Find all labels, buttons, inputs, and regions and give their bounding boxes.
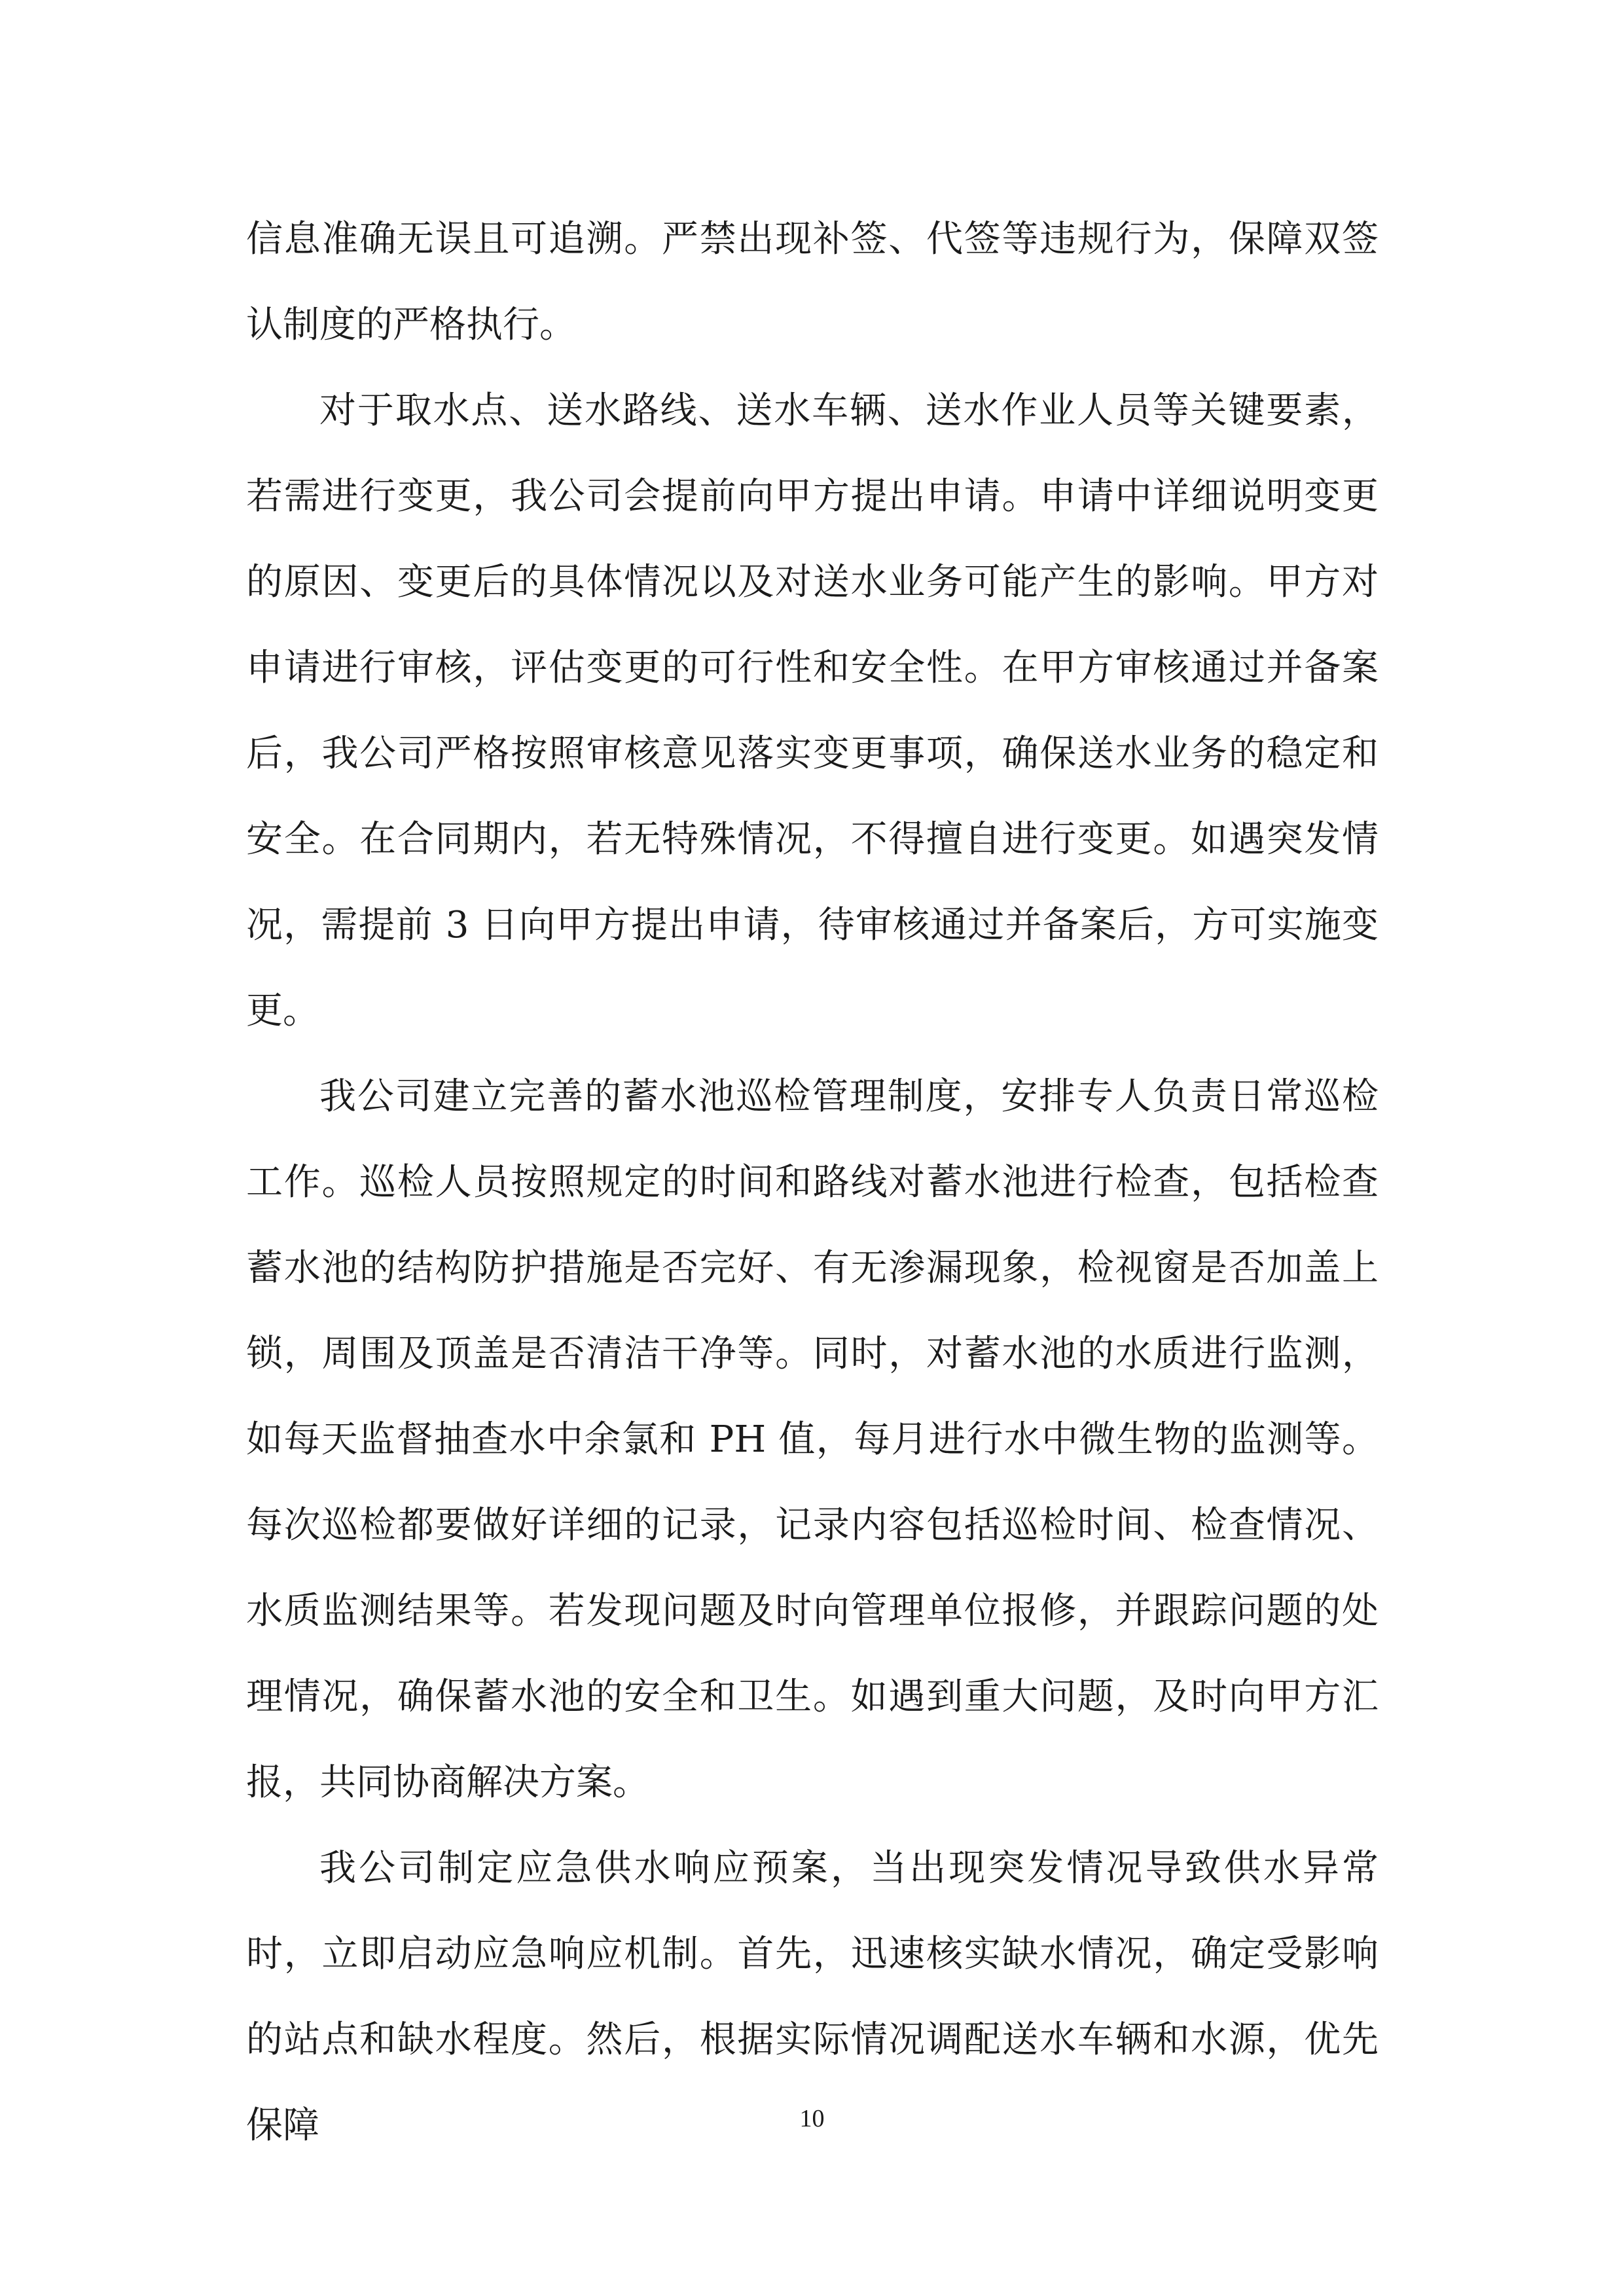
document-body [246,196,1379,2168]
paragraph-reservoir-inspection: 我公司建立完善的蓄水池巡检管理制度，安排专人负责日常巡检工作。巡检人员按照规定的时间和路线对蓄水池进行检查，包括检查蓄水池的结构防护措施是否完好、有无渗漏现象，检视窗是否加盖上锁，周围及顶盖是否清洁干净等。同时，对蓄水池的水质进行监测，如每天监督抽查水中余氯和 PH 值，每月进行水中微生物的监测等。每次巡检都要做好详细的记录，记录内容包括巡检时间、检查情况、水质监测结果等。若发现问题及时向管理单位报修，并跟踪问题的处理情况，确保蓄水池的安全和卫生。如遇到重大问题，及时向甲方汇报，共同协商解决方案。 [246,1075,1379,1804]
paragraph-change-request: 对于取水点、送水路线、送水车辆、送水作业人员等关键要素，若需进行变更，我公司会提前向甲方提出申请。申请中详细说明变更的原因、变更后的具体情况以及对送水业务可能产生的影响。甲方对申请进行审核，评估变更的可行性和安全性。在甲方审核通过并备案后，我公司严格按照审核意见落实变更事项，确保送水业务的稳定和安全。在合同期内，若无特殊情况，不得擅自进行变更。如遇突发情况，需提前 3 日向甲方提出申请，待审核通过并备案后，方可实施变更。 [246,389,1379,1032]
paragraph-emergency-supply: 我公司制定应急供水响应预案，当出现突发情况导致供水异常时，立即启动应急响应机制。首先，迅速核实缺水情况，确定受影响的站点和缺水程度。然后，根据实际情况调配送水车辆和水源，优先保障 [246,1847,1379,2147]
paragraph-continuation: 信息准确无误且可追溯。严禁出现补签、代签等违规行为，保障双签认制度的严格执行。 [246,218,1379,346]
page-number: 10 [799,2105,825,2132]
